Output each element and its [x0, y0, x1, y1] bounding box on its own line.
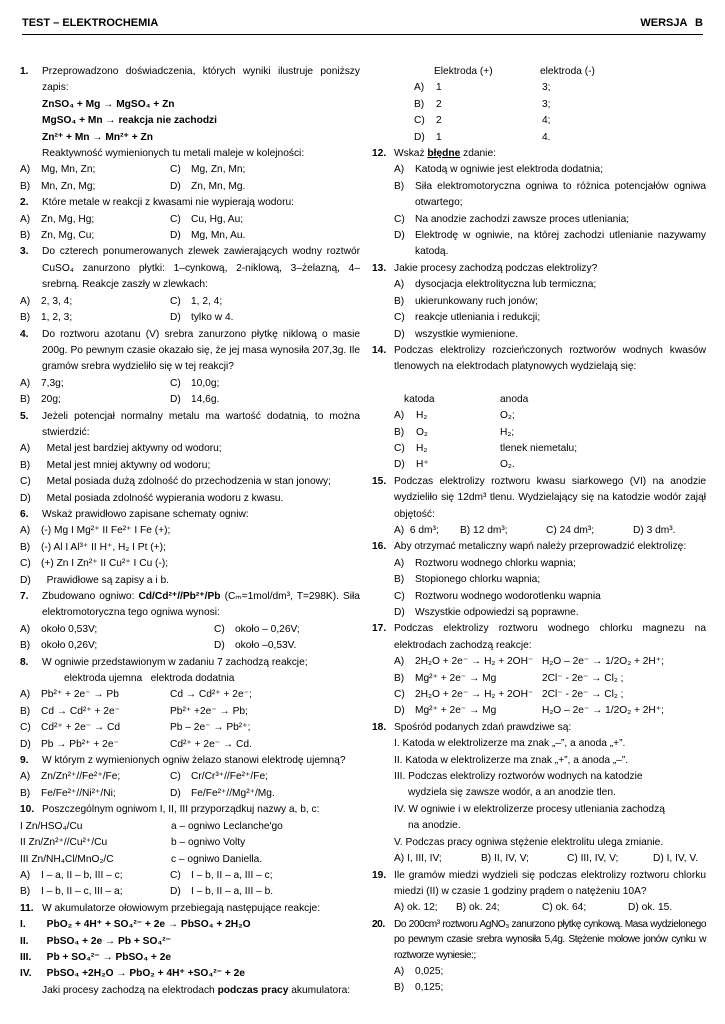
- answer-d[interactable]: D) 3 dm³.: [633, 524, 676, 536]
- question-16: 16. Aby otrzymać metaliczny wapń należy przeprowadzić elektrolizę:: [372, 539, 706, 555]
- answer-a[interactable]: A) Metal jest bardziej aktywny od wodoru;: [20, 443, 222, 455]
- answer-a[interactable]: A) I – a, II – b, III – c;: [20, 869, 123, 881]
- answer-b[interactable]: B) Fe/Fe²⁺//Ni²⁺/Ni;: [20, 787, 116, 799]
- reaction-line: Zn²⁺ + Mn → Mn²⁺ + Zn: [42, 131, 153, 143]
- answer-c[interactable]: C) Na anodzie zachodzi zawsze proces utleniania;: [394, 213, 630, 225]
- answer-a[interactable]: A) 2H₂O + 2e⁻ → H₂ + 2OH⁻ H₂O – 2e⁻ → 1/2O₂ + 2H⁺;: [394, 656, 665, 668]
- cell-scheme: Cd/Cd²⁺//Pb²⁺/Pb: [138, 591, 221, 602]
- header-divider: [22, 34, 703, 35]
- answer-a[interactable]: A) (-) Mg I Mg²⁺ II Fe²⁺ I Fe (+);: [20, 525, 171, 537]
- question-text: Do roztworu azotanu (V) srebra zanurzono płytkę niklową o masie 200g. Po pewnym czasie okazało się, że jej masa wynosiła 207,3g. Ile gramów srebra wydzieliło się w tej reakcji?: [42, 328, 360, 373]
- answer-a[interactable]: A) około 0,53V;: [20, 623, 98, 635]
- answer-b[interactable]: B) Metal jest mniej aktywny od wodoru;: [20, 459, 211, 471]
- right-column: [372, 64, 706, 996]
- question-2: 2. Które metale w reakcji z kwasami nie wypierają wodoru:: [20, 195, 360, 211]
- question-4: 4. Do roztworu azotanu (V) srebra zanurzono płytkę niklową o masie 200g. Po pewnym czasie okazało się, że jej masa wynosiła 207,3g. Ile gramów srebra wydzieliło się w tej reakcji?: [20, 327, 360, 376]
- question-text: W akumulatorze ołowiowym przebiegają następujące reakcje:: [42, 902, 321, 914]
- answers-row: [20, 179, 360, 195]
- question-text: W którym z wymienionych ogniw żelazo stanowi elektrodę ujemną?: [42, 755, 346, 767]
- answer-a[interactable]: A) 6 dm³;: [394, 524, 439, 536]
- answer-b[interactable]: B) Zn, Mg, Cu;: [20, 230, 95, 242]
- reaction-line: IV. PbSO₄ +2H₂O → PbO₂ + 4H⁺ +SO₄²⁻ + 2e: [20, 968, 245, 980]
- answer-b[interactable]: B) około 0,26V;: [20, 640, 98, 652]
- answer-d[interactable]: D) tylko w 4.: [170, 312, 234, 324]
- electrode-header: katoda anoda: [404, 393, 529, 405]
- answers-row: [372, 900, 706, 916]
- answer-a[interactable]: A) H₂ O₂;: [394, 410, 515, 422]
- electrode-header: Elektroda (+) elektroda (-): [434, 66, 595, 77]
- question-text: Ile gramów miedzi wydzieli się podczas elektrolizy roztworu chlorku miedzi (II) w czasie 1 godziny prądem o natężeniu 10A?: [394, 869, 706, 897]
- question-text: Poszczególnym ogniwom I, II, III przyporządkuj nazwy a, b, c:: [42, 804, 320, 816]
- reaction-line: III. Pb + SO₄²⁻ → PbSO₄ + 2e: [20, 951, 172, 963]
- answer-a[interactable]: A) I, III, IV;: [394, 853, 442, 865]
- answer-a[interactable]: A) dysocjacja elektrolityczna lub termiczna;: [394, 279, 597, 291]
- question-1: 1. Przeprowadzono doświadczenia, których wyniki ilustruje poniższy zapis: ZnSO₄ + Mg → MgSO₄ + Zn MgSO₄ + Mn → reakcja nie zachodzi Zn²⁺ + Mn → Mn²⁺ + Zn Reaktywność wymienionych tu metali maleje w kolejności:: [20, 64, 360, 162]
- answer-d[interactable]: D) I, IV, V.: [653, 853, 699, 865]
- test-title: TEST – ELEKTROCHEMIA: [22, 17, 159, 29]
- statement: V. Podczas pracy ogniwa stężenie elektrolitu ulega zmianie.: [394, 836, 664, 848]
- test-version: WERSJA B: [640, 17, 703, 29]
- answer-a[interactable]: A) ok. 12;: [394, 902, 438, 914]
- answer-b[interactable]: B) I – b, II – c, III – a;: [20, 886, 123, 898]
- answer-d[interactable]: D) wszystkie wymienione.: [394, 328, 519, 340]
- statement: na anodzie.: [408, 820, 461, 832]
- answer-b[interactable]: B) 0,125;: [394, 981, 444, 993]
- question-ask: Jaki procesy zachodzą na elektrodach podczas pracy akumulatora:: [42, 984, 351, 996]
- statement: I. Katoda w elektrolizerze ma znak „–”, a anoda „+”.: [394, 738, 626, 750]
- answer-b[interactable]: B) 12 dm³;: [460, 524, 508, 536]
- answer-b[interactable]: B) Stopionego chlorku wapnia;: [394, 574, 541, 586]
- left-column: 1. Przeprowadzono doświadczenia, których wyniki ilustruje poniższy zapis: ZnSO₄ + Mg → MgSO₄ + Zn MgSO₄ + Mn → reakcja nie zachodzi Zn²⁺ + Mn → Mn²⁺ + Zn Reaktywność wymienionych tu metali maleje w kolejności: A) Mg, Mn, Zn; C) Mg, Zn, Mn; B) Mn, Zn, Mg; D) Zn, Mn, Mg. 2. Które metale w reakcji z kwasami nie wypierają wodoru: A) Zn, Mg, Hg; C) Cu, Hg, Au; B) Zn, Mg, Cu; D) Mg, Mn, Au. 3. Do czterech ponumerowanych zlewek zawierających wodny roztwór CuSO₄ zanurzono płytki: 1–cynkową, 2-niklową, 3–żelazną, 4–srebrną. Reakcje zaszły w zlewkach: A) 2, 3, 4; C) 1, 2, 4; B) 1, 2, 3; D) tylko w 4. 4. Do roztworu azotanu (V) srebra zanurzono płytkę niklową o masie 200g. Po pewnym czasie okazało się, że jej masa wynosiła 207,3g. Ile gramów srebra wydzieliło się w tej reakcji? A) 7,3g; C) 10,0g; B) 20g; D) 14,6g. 5. Jeżeli potencjał normalny metalu ma wartość dodatnią, to można stwierdzić: A) Metal jest bardziej aktywny od wodoru; B) Metal jest mniej aktywny od wodoru; C) Metal posiada dużą zdolność do przechodzenia w stan jonowy; D) Metal posiada zdolność wypierania wodoru z kwasu. 6. Wskaż prawidłowo zapisane schematy ogniw: A) (-) Mg I Mg²⁺ II Fe²⁺ I Fe (+); B) (-) Al I Al³⁺ II H⁺, H₂ I Pt (+); C) (+) Zn I Zn²⁺ II Cu²⁺ I Cu (-); D) Prawidłowe są zapisy a i b. 7. Zbudowano ogniwo: Cd/Cd²⁺//Pb²⁺/Pb (Cₘ=1mol/dm³, T=298K). Siła elektromotoryczna tego ogniwa wynosi: A) około 0,53V; C) około – 0,26V; B) około 0,26V; D) około –0,53V. 8. W ogniwie przedstawionym w zadaniu 7 zachodzą reakcje; elektroda ujemna elektroda dodatnia A) Pb²⁺ + 2e⁻ → Pb Cd → Cd²⁺ + 2e⁻; B) Cd → Cd²⁺ + 2e⁻ Pb²⁺ +2e⁻ → Pb; C) Cd²⁺ + 2e⁻ → Cd Pb – 2e⁻ → Pb²⁺; D) Pb → Pb²⁺ + 2e⁻ Cd²⁺ + 2e⁻ → Cd. 9. W którym z wymienionych ogniw żelazo stanowi elektrodę ujemną? A) Zn/Zn²⁺//Fe²⁺/Fe; C) Cr/Cr³⁺//Fe²⁺/Fe; B) Fe/Fe²⁺//Ni²⁺/Ni; D) Fe/Fe²⁺//Mg²⁺/Mg. 10. Poszczególnym ogniwom I, II, III przyporządkuj nazwy a, b, c: I Zn/HSO₄/Cu a – ogniwo Leclanche'go II Zn/Zn²⁺//Cu²⁺/Cu b – ogniwo Volty III Zn/NH₄Cl/MnO₂/C c – ogniwo Daniella. A) I – a, II – b, III – c; C) I – b, II – a, III – c; B) I – b, II – c, III – a; D) I – b, II – a, III – b. 11. W akumulatorze ołowiowym przebiegają następujące reakcje: I. PbO₂ + 4H⁺ + SO₄²⁻ + 2e → PbSO₄ + 2H₂O II. PbSO₄ + 2e → Pb + SO₄²⁻ III. Pb + SO₄²⁻ → PbSO₄ + 2e IV. PbSO₄ +2H₂O → PbO₂ + 4H⁺ +SO₄²⁻ + 2e Jaki procesy zachodzą na elektrodach podczas pracy akumulatora:: [20, 64, 360, 999]
- statement: IV. W ogniwie i w elektrolizerze procesy utleniania zachodzą: [394, 803, 665, 815]
- answer-b[interactable]: B) II, IV, V;: [481, 853, 529, 865]
- answer-a[interactable]: A) Katodą w ogniwie jest elektroda dodatnia;: [394, 164, 604, 176]
- page-header: [22, 17, 703, 31]
- answer-c[interactable]: C) Roztworu wodnego wodorotlenku wapnia: [394, 590, 601, 602]
- answers-row: [20, 162, 360, 178]
- answer-c[interactable]: C) Cr/Cr³⁺//Fe²⁺/Fe;: [170, 771, 268, 783]
- question-13: 13. Jakie procesy zachodzą podczas elektrolizy?: [372, 261, 706, 277]
- answer-c[interactable]: C) 2H₂O + 2e⁻ → H₂ + 2OH⁻ 2Cl⁻ - 2e⁻ → Cl₂ ;: [394, 689, 624, 701]
- answer-a[interactable]: A) Pb²⁺ + 2e⁻ → Pb: [20, 689, 119, 701]
- answer-d[interactable]: D) 1 4.: [414, 131, 551, 143]
- answer-b[interactable]: B) Siła elektromotoryczna ogniwa to różnica potencjałów ogniwa otwartego;: [394, 180, 706, 209]
- answer-d[interactable]: D) około –0,53V.: [214, 640, 297, 652]
- answer-c[interactable]: C) 1, 2, 4;: [170, 295, 223, 307]
- question-text: Podczas elektrolizy roztworu wodnego chlorku magnezu na elektrodach zachodzą reakcje:: [394, 623, 706, 651]
- answer-c[interactable]: C) 2 4;: [414, 115, 551, 127]
- answer-a[interactable]: A) 0,025;: [394, 965, 444, 977]
- answers-row: [372, 851, 706, 867]
- answer-c[interactable]: C) III, IV, V;: [567, 853, 619, 865]
- answer-b[interactable]: B) O₂ H₂;: [394, 426, 515, 438]
- question-5: 5. Jeżeli potencjał normalny metalu ma wartość dodatnią, to można stwierdzić:: [20, 409, 360, 442]
- question-text: Do czterech ponumerowanych zlewek zawierających wodny roztwór CuSO₄ zanurzono płytki: 1–cynkową, 2-niklową, 3–żelazną, 4–srebrną. Reakcje zaszły w zlewkach:: [42, 246, 360, 291]
- question-10: 10. Poszczególnym ogniwom I, II, III przyporządkuj nazwy a, b, c:: [20, 802, 360, 818]
- answer-a[interactable]: A) 2, 3, 4;: [20, 295, 73, 307]
- answer-d[interactable]: D) ok. 15.: [628, 902, 673, 914]
- answer-c[interactable]: C) 10,0g;: [170, 377, 220, 389]
- statement: wydziela się zawsze wodór, a an anodzie tlen.: [408, 787, 616, 799]
- question-18: 18. Spośród podanych zdań prawdziwe są:: [372, 720, 706, 736]
- answer-a[interactable]: A) Zn, Mg, Hg;: [20, 213, 95, 225]
- answer-d[interactable]: D) Mg, Mn, Au.: [170, 230, 246, 242]
- question-6: 6. Wskaż prawidłowo zapisane schematy ogniw:: [20, 507, 360, 523]
- answer-b[interactable]: B) (-) Al I Al³⁺ II H⁺, H₂ I Pt (+);: [20, 541, 166, 553]
- answer-c[interactable]: C) Cu, Hg, Au;: [170, 213, 244, 225]
- answer-b[interactable]: B) Cd → Cd²⁺ + 2e⁻: [20, 705, 120, 717]
- question-text: Wskaż prawidłowo zapisane schematy ogniw:: [42, 508, 249, 520]
- answer-c[interactable]: C) Metal posiada dużą zdolność do przechodzenia w stan jonowy;: [20, 476, 331, 488]
- reaction-line: ZnSO₄ + Mg → MgSO₄ + Zn: [42, 98, 175, 110]
- question-12: 12. Wskaż błędne zdanie:: [372, 146, 706, 162]
- answer-d[interactable]: D) H⁺ O₂.: [394, 459, 515, 471]
- question-text: Wskaż błędne zdanie:: [394, 148, 496, 160]
- answer-d[interactable]: D) Elektrodę w ogniwie, na której zachodzi utlenianie nazywamy katodą.: [394, 230, 706, 258]
- question-20: 20. Do 200cm³ roztworu AgNO₃ zanurzono płytkę cynkową. Masa wydzielonego po pewnym czasie srebra wynosiła 5,4g. Stężenie molowe jonów cynku w roztworze wyniesie:;: [372, 917, 706, 964]
- question-17: 17. Podczas elektrolizy roztworu wodnego chlorku magnezu na elektrodach zachodzą reakcje:: [372, 621, 706, 654]
- question-text: Aby otrzymać metaliczny wapń należy przeprowadzić elektrolizę:: [394, 541, 687, 553]
- answer-d[interactable]: D) I – b, II – a, III – b.: [170, 886, 274, 898]
- answer-c[interactable]: C) około – 0,26V;: [214, 623, 300, 635]
- answer-d[interactable]: D) Wszystkie odpowiedzi są poprawne.: [394, 607, 579, 618]
- answer-c[interactable]: C) reakcje utleniania i redukcji;: [394, 312, 541, 324]
- question-text: Które metale w reakcji z kwasami nie wypierają wodoru:: [42, 197, 294, 209]
- question-text: Do 200cm³ roztworu AgNO₃ zanurzono płytkę cynkową. Masa wydzielonego po pewnym czasie srebra wynosiła 5,4g. Stężenie molowe jonów cynku w roztworze wyniesie:;: [394, 918, 706, 961]
- statement: III. Podczas elektrolizy roztworów wodnych na katodzie: [394, 771, 643, 783]
- answer-d[interactable]: D) Prawidłowe są zapisy a i b.: [20, 574, 169, 586]
- reaction-line: II. PbSO₄ + 2e → Pb + SO₄²⁻: [20, 935, 172, 947]
- answer-c[interactable]: C) H₂ tlenek niemetalu;: [394, 442, 578, 454]
- answer-d[interactable]: D) Pb → Pb²⁺ + 2e⁻: [20, 738, 119, 750]
- question-9: 9. W którym z wymienionych ogniw żelazo stanowi elektrodę ujemną?: [20, 753, 360, 769]
- question-19: 19. Ile gramów miedzi wydzieli się podczas elektrolizy roztworu chlorku miedzi (II) w czasie 1 godziny prądem o natężeniu 10A?: [372, 868, 706, 901]
- reaction-line: MgSO₄ + Mn → reakcja nie zachodzi: [42, 115, 217, 127]
- question-text: Jeżeli potencjał normalny metalu ma wartość dodatnią, to można stwierdzić:: [42, 410, 360, 438]
- electrode-header: elektroda ujemna elektroda dodatnia: [64, 673, 235, 685]
- answer-a[interactable]: A) 1 3;: [414, 82, 551, 94]
- question-14: 14. Podczas elektrolizy rozcieńczonych roztworów wodnych kwasów tlenowych na elektrodach platynowych wydzielają się:: [372, 343, 706, 392]
- answer-c[interactable]: C) (+) Zn I Zn²⁺ II Cu²⁺ I Cu (-);: [20, 558, 169, 570]
- statement: II. Katoda w elektrolizerze ma znak „+”, a anoda „–”.: [394, 754, 629, 766]
- answer-b[interactable]: B) 2 3;: [414, 98, 551, 110]
- answer-c[interactable]: C) 24 dm³;: [546, 524, 595, 536]
- question-11: 11. W akumulatorze ołowiowym przebiegają następujące reakcje:: [20, 901, 360, 917]
- answer-c[interactable]: C) ok. 64;: [542, 902, 587, 914]
- answers-row: [372, 523, 706, 539]
- question-text: W ogniwie przedstawionym w zadaniu 7 zachodzą reakcje;: [42, 656, 308, 668]
- question-ask: Reaktywność wymienionych tu metali maleje w kolejności:: [42, 148, 305, 160]
- answer-a[interactable]: A) Zn/Zn²⁺//Fe²⁺/Fe;: [20, 771, 121, 783]
- answer-c[interactable]: C) Cd²⁺ + 2e⁻ → Cd: [20, 722, 120, 734]
- question-text: Podczas elektrolizy roztworu kwasu siarkowego (VI) na anodzie wydzieliło się 12dm³ tlenu. Wydzielający się na katodzie wodór zajął objętość:: [394, 475, 706, 520]
- answer-c[interactable]: C) Mg, Zn, Mn;: [170, 164, 246, 176]
- reaction-line: I. PbO₂ + 4H⁺ + SO₄²⁻ + 2e → PbSO₄ + 2H₂O: [20, 919, 251, 931]
- answer-d[interactable]: D) Zn, Mn, Mg.: [170, 180, 246, 192]
- answer-b[interactable]: B) ok. 24;: [456, 902, 500, 914]
- question-3: 3. Do czterech ponumerowanych zlewek zawierających wodny roztwór CuSO₄ zanurzono płytki: 1–cynkową, 2-niklową, 3–żelazną, 4–srebrną. Reakcje zaszły w zlewkach:: [20, 244, 360, 293]
- question-15: 15. Podczas elektrolizy roztworu kwasu siarkowego (VI) na anodzie wydzieliło się 12dm³ tlenu. Wydzielający się na katodzie wodór zajął objętość:: [372, 474, 706, 523]
- answer-d[interactable]: D) Mg²⁺ + 2e⁻ → Mg H₂O – 2e⁻ → 1/2O₂ + 2H⁺;: [394, 705, 665, 717]
- question-text: Zbudowano ogniwo: Cd/Cd²⁺//Pb²⁺/Pb (Cₘ=1mol/dm³, T=298K). Siła elektromotoryczna tego ogniwa wynosi:: [42, 591, 360, 619]
- answer-c[interactable]: C) I – b, II – a, III – c;: [170, 869, 273, 881]
- answer-b[interactable]: B) ukierunkowany ruch jonów;: [394, 295, 538, 307]
- question-8: 8. W ogniwie przedstawionym w zadaniu 7 zachodzą reakcje; elektroda ujemna elektroda dodatnia: [20, 655, 360, 688]
- answer-b[interactable]: B) 1, 2, 3;: [20, 312, 73, 324]
- answer-b[interactable]: B) 20g;: [20, 394, 61, 406]
- question-text: Podczas elektrolizy rozcieńczonych roztworów wodnych kwasów tlenowych na elektrodach platynowych wydzielają się:: [394, 344, 706, 373]
- answer-d[interactable]: D) 14,6g.: [170, 394, 220, 406]
- question-text: Przeprowadzono doświadczenia, których wyniki ilustruje poniższy zapis:: [42, 66, 360, 94]
- answer-b[interactable]: B) Mn, Zn, Mg;: [20, 180, 96, 192]
- answer-b[interactable]: B) Mg²⁺ + 2e⁻ → Mg 2Cl⁻ - 2e⁻ → Cl₂ ;: [394, 672, 624, 684]
- question-7: 7. Zbudowano ogniwo: Cd/Cd²⁺//Pb²⁺/Pb (Cₘ=1mol/dm³, T=298K). Siła elektromotoryczna tego ogniwa wynosi:: [20, 589, 360, 622]
- question-text: Jakie procesy zachodzą podczas elektrolizy?: [394, 262, 598, 274]
- answer-a[interactable]: A) Mg, Mn, Zn;: [20, 164, 96, 176]
- answer-d[interactable]: D) Fe/Fe²⁺//Mg²⁺/Mg.: [170, 787, 275, 799]
- answer-d[interactable]: D) Metal posiada zdolność wypierania wodoru z kwasu.: [20, 492, 284, 504]
- question-text: Spośród podanych zdań prawdziwe są:: [394, 721, 572, 733]
- answer-a[interactable]: A) Roztworu wodnego chlorku wapnia;: [394, 557, 576, 569]
- answer-a[interactable]: A) 7,3g;: [20, 377, 64, 389]
